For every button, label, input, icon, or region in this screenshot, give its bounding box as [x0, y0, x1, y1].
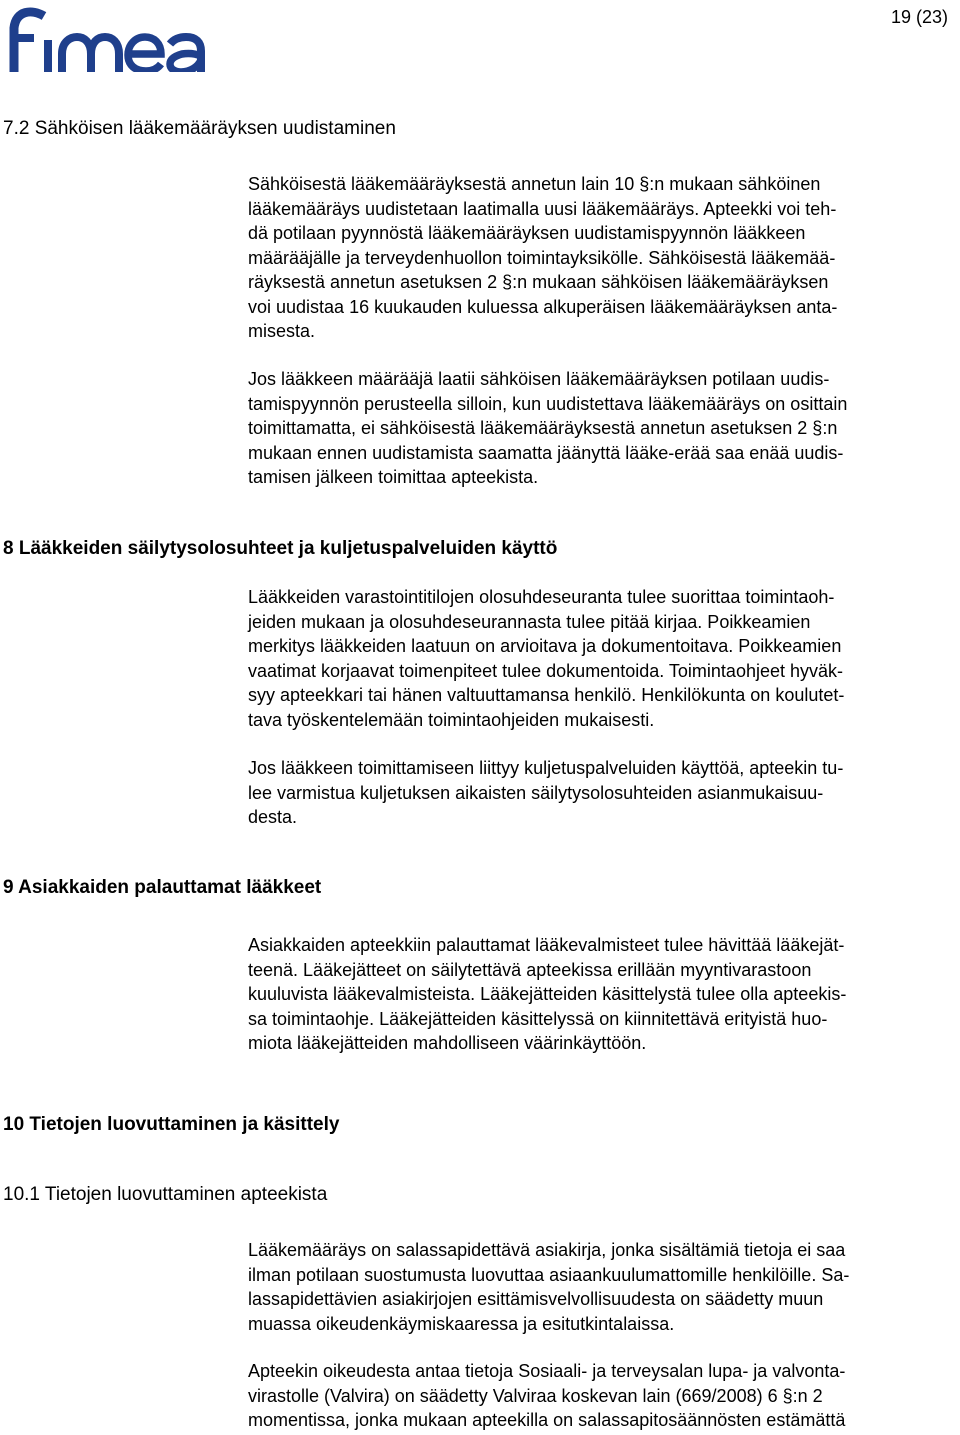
text-line: Jos lääkkeen määrääjä laatii sähköisen lääkemääräyksen potilaan uudis-: [248, 369, 830, 389]
text-line: jeiden mukaan ja olosuhdeseurannasta tulee pitää kirjaa. Poikkeamien: [248, 611, 811, 632]
text-line: merkitys lääkkeiden laatuun on arvioitava ja dokumentoitava. Poikkeamien: [248, 636, 842, 656]
text-line: muassa oikeudenkäymiskaaressa ja esitutkintalaissa.: [248, 1313, 675, 1334]
text-line: toimittamatta, ei sähköisestä lääkemääräyksestä annetun asetuksen 2 §:n: [248, 418, 838, 438]
text-line: voi uudistaa 16 kuukauden kuluessa alkuperäisen lääkemääräyksen anta-: [248, 296, 838, 317]
text-line: tamisen jälkeen toimittaa apteekista.: [248, 467, 539, 487]
text-line: momentissa, jonka mukaan apteekilla on salassapitosäännösten estämättä: [248, 1410, 846, 1430]
text-line: vaatimat korjaavat toimenpiteet tulee dokumentoida. Toimintaohjeet hyväk-: [248, 660, 844, 681]
text-line: miota lääkejätteiden mahdolliseen väärinkäyttöön.: [248, 1033, 647, 1053]
fimea-logo: [4, 4, 208, 72]
text-line: desta.: [248, 807, 298, 827]
heading-7-2: 7.2 Sähköisen lääkemääräyksen uudistaminen: [3, 118, 396, 139]
text-line: määrääjälle ja terveydenhuollon toimintayksikölle. Sähköisestä lääkemää-: [248, 247, 836, 268]
text-line: Jos lääkkeen toimittamiseen liittyy kuljetuspalveluiden käyttöä, apteekin tu-: [248, 758, 844, 778]
text-line: syy apteekkari tai hänen valtuuttamansa henkilö. Henkilökunta on koulutet-: [248, 685, 845, 705]
text-line: virastolle (Valvira) on säädetty Valviraa koskevan lain (669/2008) 6 §:n 2: [248, 1385, 823, 1406]
text-line: lassapidettävien asiakirjojen esittämisvelvollisuudesta on säädetty muun: [248, 1289, 824, 1309]
text-line: Asiakkaiden apteekkiin palauttamat lääkevalmisteet tulee hävittää lääkejät-: [248, 935, 845, 955]
paragraph-10-1-2: [248, 1359, 960, 1433]
text-line: Lääkemääräys on salassapidettävä asiakirja, jonka sisältämiä tietoja ei saa: [248, 1240, 846, 1260]
text-line: lee varmistua kuljetuksen aikaisten säilytysolosuhteiden asianmukaisuu-: [248, 782, 824, 803]
paragraph-8-1: [248, 585, 960, 732]
text-line: Apteekin oikeudesta antaa tietoja Sosiaali- ja terveysalan lupa- ja valvonta-: [248, 1361, 846, 1381]
text-line: tamispyynnön perusteella silloin, kun uudistettava lääkemääräys on osittain: [248, 393, 848, 414]
heading-9: 9 Asiakkaiden palauttamat lääkkeet: [3, 877, 322, 898]
paragraph-10-1-1: [248, 1238, 960, 1336]
heading-8: 8 Lääkkeiden säilytysolosuhteet ja kuljetuspalveluiden käyttö: [3, 538, 558, 559]
text-line: räyksestä annetun asetuksen 2 §:n mukaan sähköisen lääkemääräyksen: [248, 272, 829, 292]
paragraph-7-2-1: [248, 172, 960, 344]
text-line: Sähköisestä lääkemääräyksestä annetun lain 10 §:n mukaan sähköinen: [248, 174, 821, 194]
text-line: Lääkkeiden varastointitilojen olosuhdeseuranta tulee suorittaa toimintaoh-: [248, 587, 835, 607]
text-line: mukaan ennen uudistamista saamatta jäänyttä lääke-erää saa enää uudis-: [248, 442, 844, 463]
page-number: 19 (23): [890, 7, 948, 27]
paragraph-8-2: [248, 756, 960, 830]
text-line: tava työskentelemään toimintaohjeiden mukaisesti.: [248, 709, 655, 730]
text-line: ilman potilaan suostumusta luovuttaa asiaankuulumattomille henkilöille. Sa-: [248, 1264, 850, 1285]
heading-10: 10 Tietojen luovuttaminen ja käsittely: [3, 1114, 340, 1135]
text-line: lääkemääräys uudistetaan laatimalla uusi lääkemääräys. Apteekki voi teh-: [248, 198, 837, 219]
text-line: kuuluvista lääkevalmisteista. Lääkejätteiden käsittelystä tulee olla apteekis-: [248, 984, 847, 1004]
text-line: teenä. Lääkejätteet on säilytettävä apteekissa erillään myyntivarastoon: [248, 959, 812, 980]
text-line: dä potilaan pyynnöstä lääkemääräyksen uudistamispyynnön lääkkeen: [248, 223, 806, 243]
text-line: sa toimintaohje. Lääkejätteiden käsittelyssä on kiinnitettävä erityistä huo-: [248, 1008, 828, 1029]
paragraph-7-2-2: [248, 367, 960, 490]
paragraph-9-1: [248, 933, 960, 1056]
text-line: misesta.: [248, 321, 316, 341]
heading-10-1: 10.1 Tietojen luovuttaminen apteekista: [3, 1184, 328, 1205]
